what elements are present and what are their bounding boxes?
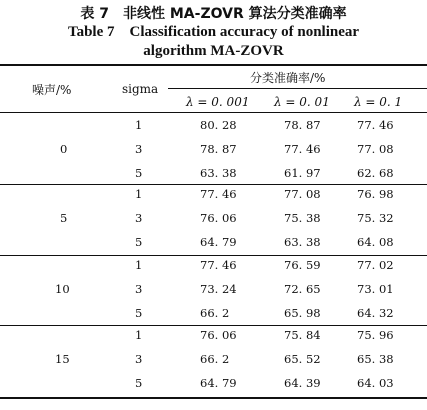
noise-cell: 15 <box>55 352 70 366</box>
accuracy-cell: 77. 08 <box>284 187 321 201</box>
accuracy-cell: 78. 87 <box>200 142 237 156</box>
header-accuracy: 分类准确率/% <box>250 71 326 85</box>
accuracy-cell: 77. 08 <box>357 142 394 156</box>
bottom-rule <box>0 397 427 399</box>
sigma-cell: 3 <box>135 211 143 225</box>
noise-cell: 10 <box>55 282 70 296</box>
noise-cell: 0 <box>60 142 68 156</box>
accuracy-cell: 75. 96 <box>357 328 394 342</box>
accuracy-cell: 64. 79 <box>200 376 237 390</box>
header-noise: 噪声/% <box>32 83 72 97</box>
accuracy-cell: 61. 97 <box>284 166 321 180</box>
accuracy-cell: 75. 38 <box>284 211 321 225</box>
header-lambda-2: λ = 0. 1 <box>354 95 403 109</box>
sigma-cell: 5 <box>135 376 143 390</box>
accuracy-cell: 75. 32 <box>357 211 394 225</box>
accuracy-cell: 65. 38 <box>357 352 394 366</box>
accuracy-cell: 75. 84 <box>284 328 321 342</box>
group-rule-2 <box>0 255 427 256</box>
sigma-cell: 1 <box>135 328 143 342</box>
accuracy-cell: 78. 87 <box>284 118 321 132</box>
accuracy-cell: 76. 98 <box>357 187 394 201</box>
accuracy-cell: 66. 2 <box>200 352 230 366</box>
sigma-cell: 5 <box>135 306 143 320</box>
sigma-cell: 5 <box>135 235 143 249</box>
table-title-en-line2: algorithm MA-ZOVR <box>143 43 284 59</box>
accuracy-cell: 64. 79 <box>200 235 237 249</box>
header-lambda-1: λ = 0. 01 <box>274 95 330 109</box>
header-rule <box>0 112 427 113</box>
accuracy-cell: 64. 32 <box>357 306 394 320</box>
sigma-cell: 1 <box>135 118 143 132</box>
accuracy-cell: 73. 01 <box>357 282 394 296</box>
accuracy-cell: 76. 06 <box>200 328 237 342</box>
sigma-cell: 3 <box>135 352 143 366</box>
sigma-cell: 5 <box>135 166 143 180</box>
group-rule-3 <box>0 325 427 326</box>
accuracy-cell: 77. 02 <box>357 258 394 272</box>
accuracy-cell: 64. 39 <box>284 376 321 390</box>
accuracy-cell: 76. 59 <box>284 258 321 272</box>
accuracy-cell: 72. 65 <box>284 282 321 296</box>
sigma-cell: 1 <box>135 258 143 272</box>
sigma-cell: 1 <box>135 187 143 201</box>
accuracy-cell: 76. 06 <box>200 211 237 225</box>
accuracy-cell: 77. 46 <box>200 187 237 201</box>
accuracy-cell: 64. 08 <box>357 235 394 249</box>
table-title-en-line1: Table 7 Classification accuracy of nonlinear <box>67 24 360 40</box>
accuracy-cell: 63. 38 <box>200 166 237 180</box>
header-sigma: sigma <box>122 82 159 96</box>
header-lambda-0: λ = 0. 001 <box>186 95 250 109</box>
header-sub-rule <box>168 88 427 89</box>
accuracy-cell: 65. 98 <box>284 306 321 320</box>
accuracy-cell: 77. 46 <box>284 142 321 156</box>
sigma-cell: 3 <box>135 142 143 156</box>
table-title-cn: 表 7 非线性 MA-ZOVR 算法分类准确率 <box>80 6 347 22</box>
accuracy-cell: 73. 24 <box>200 282 237 296</box>
accuracy-cell: 77. 46 <box>357 118 394 132</box>
sigma-cell: 3 <box>135 282 143 296</box>
accuracy-cell: 63. 38 <box>284 235 321 249</box>
accuracy-cell: 64. 03 <box>357 376 394 390</box>
accuracy-cell: 77. 46 <box>200 258 237 272</box>
accuracy-cell: 80. 28 <box>200 118 237 132</box>
top-rule <box>0 64 427 66</box>
table-title-en <box>0 23 427 61</box>
accuracy-cell: 62. 68 <box>357 166 394 180</box>
noise-cell: 5 <box>60 211 68 225</box>
accuracy-cell: 66. 2 <box>200 306 230 320</box>
group-rule-1 <box>0 184 427 185</box>
accuracy-cell: 65. 52 <box>284 352 321 366</box>
